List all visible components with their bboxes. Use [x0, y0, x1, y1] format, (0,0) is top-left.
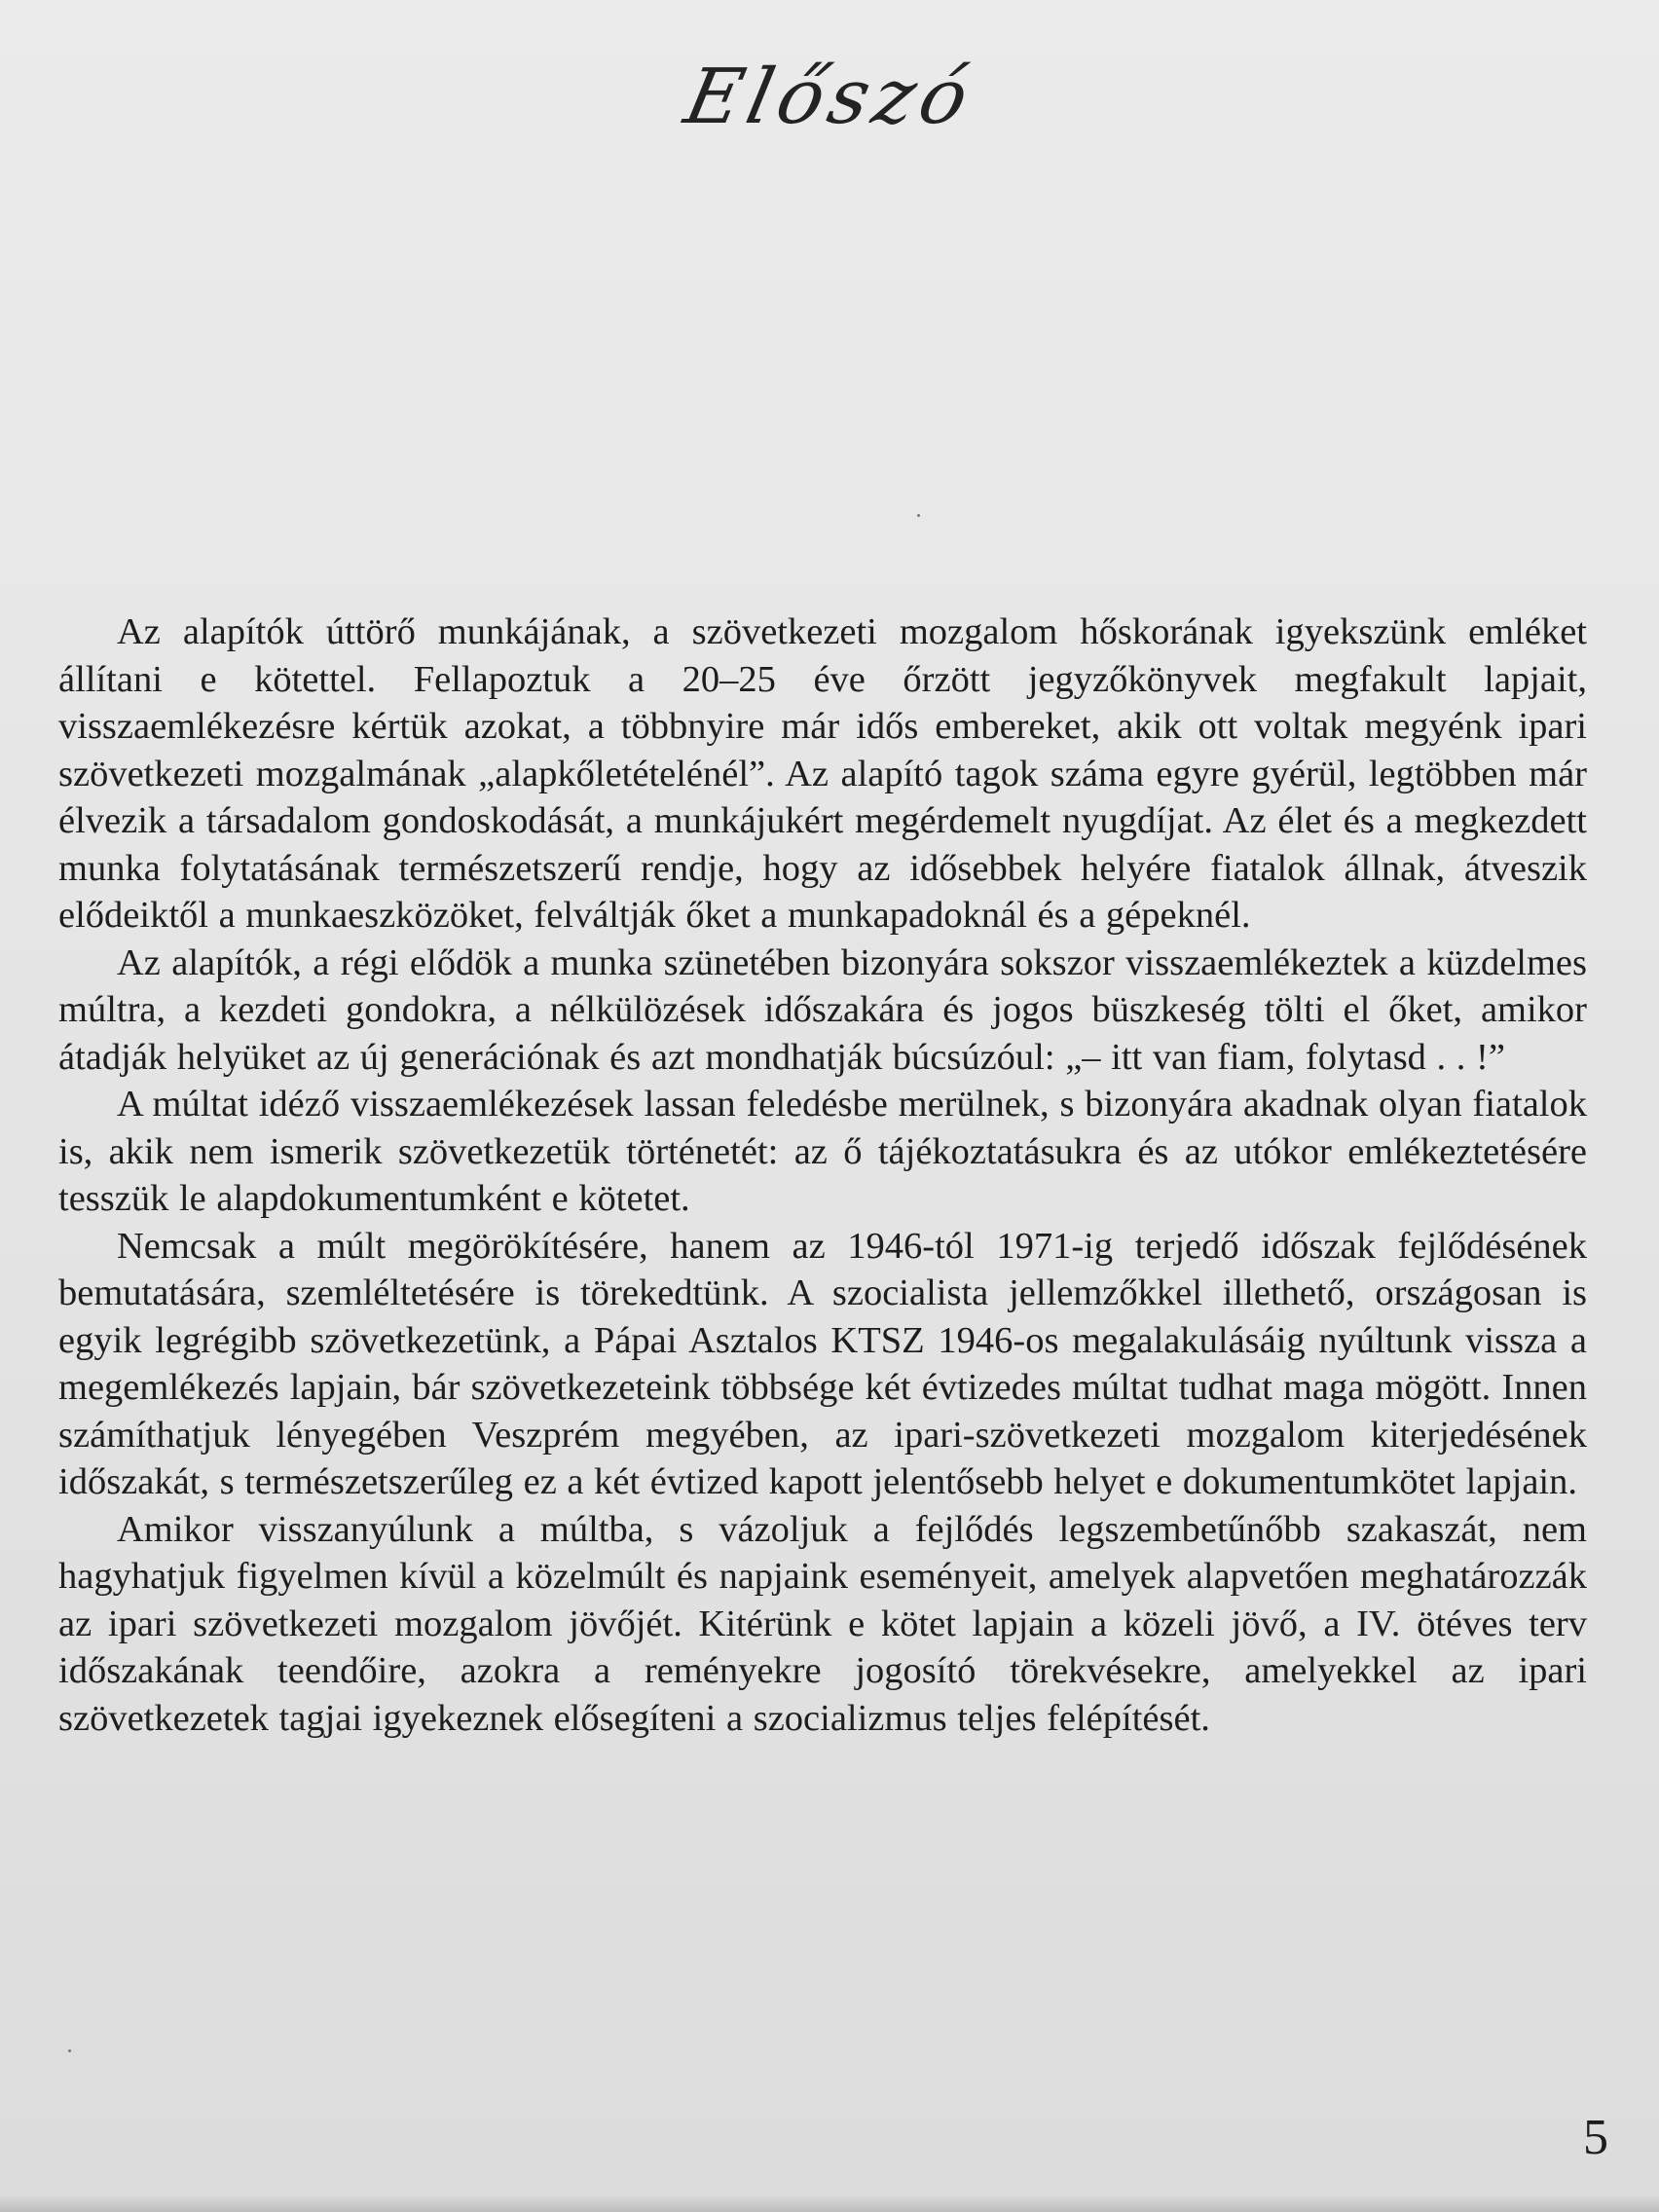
paragraph-1: Az alapítók úttörő munkájának, a szövetkezeti mozgalom hőskorának igyekszünk emléket állítani e kötettel. Fellapoztuk a 20–25 éve őrzött jegyzőkönyvek megfakult lapjait, visszaemlékezésre kértük azokat, a többnyire már idős embereket, akik ott voltak megyénk ipari szövetkezeti mozgalmának „alapkőletételénél”. Az alapító tagok száma egyre gyérül, legtöbben már élvezik a társadalom gondoskodását, a munkájukért megérdemelt nyugdíjat. Az élet és a megkezdett munka folytatásának természetszerű rendje, hogy az idősebbek helyére fiatalok állnak, átveszik elődeiktől a munkaeszközöket, felváltják őket a munkapadoknál és a gépeknél. — [58, 611, 1587, 936]
paragraph-2: Az alapítók, a régi elődök a munka szünetében bizonyára sokszor visszaemlékeztek a küzdelmes múltra, a kezdeti gondokra, a nélkülözések időszakára és jogos büszkeség tölti el őket, amikor átadják helyüket az új generációnak és azt mondhatják búcsúzóul: „– itt van fiam, folytasd . . !” — [58, 941, 1587, 1078]
preface-body — [58, 608, 1587, 1742]
paragraph-3: A múltat idéző visszaemlékezések lassan feledésbe merülnek, s bizonyára akadnak olyan fiatalok is, akik nem ismerik szövetkezetük történetét: az ő tájékoztatásukra és az utókor emlékeztetésére tesszük le alapdokumentumként e kötetet. — [58, 1084, 1587, 1219]
page-number: 5 — [1583, 2110, 1608, 2165]
paragraph-4: Nemcsak a múlt megörökítésére, hanem az 1946-tól 1971-ig terjedő időszak fejlődésének bemutatására, szemléltetésére is törekedtünk. A szocialista jellemzőkkel illethető, országosan is egyik legrégibb szövetkezetünk, a Pápai Asztalos KTSZ 1946-os megalakulásáig nyúltunk vissza a megemlékezés lapjain, bár szövetkezeteink többsége két évtizedes múltat tudhat maga mögött. Innen számíthatjuk lényegében Veszprém megyében, az ipari-szövetkezeti mozgalom kiterjedésének időszakát, s természetszerűleg ez a két évtized kapott jelentősebb helyet e dokumentumkötet lapjain. — [58, 1225, 1587, 1502]
page-title: Előszó — [677, 54, 982, 141]
stray-dot-mark — [917, 514, 920, 517]
stray-dot-mark — [68, 2049, 71, 2052]
scan-edge — [0, 2196, 1659, 2212]
paragraph-5: Amikor visszanyúlunk a múltba, s vázoljuk a fejlődés legszembetűnőbb szakaszát, nem hagyhatjuk figyelmen kívül a közelmúlt és napjaink eseményeit, amelyek alapvetően meghatározzák az ipari szövetkezeti mozgalom jövőjét. Kitérünk e kötet lapjain a közeli jövő, a IV. ötéves terv időszakának teendőire, azokra a reményekre jogosító törekvésekre, amelyekkel az ipari szövetkezetek tagjai igyekeznek elősegíteni a szocializmus teljes felépítését. — [58, 1508, 1587, 1739]
